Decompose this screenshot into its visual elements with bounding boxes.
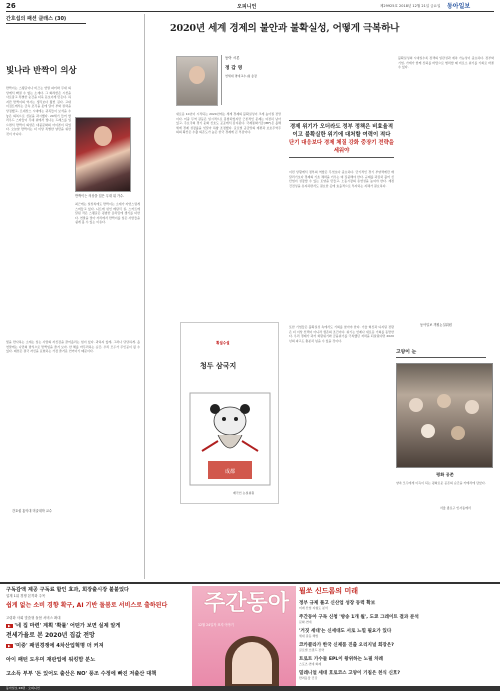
ad-left-column (6, 586, 189, 686)
main-body-col-4: 불확실성의 시대일수록 정책의 일관성과 예측 가능성이 중요하다. 정부와 기업, 가계가 함께 신뢰를 바탕으로 협력할 때 비로소 위기를 기회로 바꿀 수 있다. (398, 56, 494, 70)
byline (221, 55, 287, 105)
author-name: 정 갑 영 (225, 66, 243, 71)
ad-right-column (299, 586, 494, 686)
ad-left-row-1[interactable]: 구독감액 제공 구독료 할인 효과, 회장출시장 불붙었다 (6, 587, 130, 593)
cartoon-title: 청두 삼국지 (200, 361, 237, 370)
cartoon-illustration (188, 391, 272, 487)
ad-left-row-4[interactable]: 전세가율로 본 2020년 집값 전망 (6, 632, 95, 639)
red-tag-2: ▶ (8, 644, 11, 648)
ad-left-row-5[interactable]: ▶ '미중' 패권경쟁에 4차산업혁명 더 커져 (8, 643, 104, 649)
header-rule (6, 11, 494, 12)
pull-quote-2: 단기 대응보다 경제 체질 강화 중장기 전략을 세워야 (289, 140, 394, 154)
svg-text:成都: 成都 (224, 469, 236, 475)
magazine-tag: 12월 24일자 표지 이야기 (198, 623, 234, 627)
ad-right-row-3[interactable]: '거짓 세대'는 신세대도 서로 느낄 필요가 있다 세대 갈등 해법 (299, 629, 392, 638)
magazine-cover-ad[interactable] (192, 586, 296, 686)
pull-quote-1: 경제 위기가 오더라도 정부 정책은 비효율적이고 불확실한 위기에 대처할 여력이 적다 (289, 124, 394, 138)
ad-right-header: 뭘쏘 신드롬의 미래 (299, 587, 358, 595)
ad-left-row-3[interactable]: ▶ '네 집 마련' 계획 '확률' 어떤가 보면 실제 알게 (8, 623, 121, 629)
right-section-title (396, 348, 486, 358)
left-article-title: 빛나라 반짝이 의상 (6, 65, 77, 75)
left-article-body-3: 빛을 반사하는 소재는 입는 사람의 자신감을 끌어올리는 힘이 있다. 과하지 않게, 그러나 당당하게. 올 연말에는 나만의 방식으로 반짝임을 즐겨 보자. 한 해를 마무리하는 순간, 우리 모두가 주인공이 될 수 있다. 패션은 결국 자신을 표현하는 가장 즐거운 언어이기 때문이다. (6, 340, 140, 354)
ad-right-row-4[interactable]: 코카콜라가 한국 신제품 진출 오리지널 회장은? 글로벌 브랜드 전략 (299, 643, 394, 652)
main-article-title: 2020년 세계 경제의 불안과 불확실성, 어떻게 극복하나 (170, 23, 400, 34)
ad-left-row-7[interactable]: 고소득 부부 '돈 있어도 출산은 NO' 풍조 수정에 빠진 저출산 대책 (6, 671, 157, 677)
cartoon-label: 횡설수설 (216, 341, 230, 345)
main-body-col-1: 새로운 10년이 시작되는 2020년에는 세계 경제의 불확실성이 크게 높아질 전망이다. 미중 무역 갈등은 일시적으로 봉합되었지만 근본적인 문제는 여전히 남아 있고, 주요국의 경기 둔화 신호도 곳곳에서 감지된다. 국제통화기금(IMF)은 올해 세계 경제 성장률을 잇달아 하향 조정했다. 글로벌 공급망의 재편과 보호무역주의의 확산은 수출 의존도가 높은 한국 경제에 큰 부담이다. (176, 112, 281, 135)
column-header (6, 15, 66, 22)
page-number: 26 (6, 2, 16, 10)
issue-info: 제29925호 2018년 12월 21일 금요일 (380, 4, 441, 8)
ad-left-row-2[interactable]: 쉽게 없는 소비 경향 확구, AI 기반 돌봄로 서비스로 출하된다 (6, 602, 168, 609)
ad-right-row-1[interactable]: 정부 규제 풀고 신산업 성장 동력 확보 미래 산업 지형도 분석 (299, 601, 376, 610)
byline-label: 동아 시론 (225, 56, 240, 60)
cats-photo (396, 363, 493, 468)
photo-caption: 반짝이는 의상을 입은 무대 위 가수. (75, 194, 125, 198)
singer-photo (75, 117, 131, 192)
ad-left-row-6[interactable]: 아이 패턴 도우미 재판업에 워킹맘 분노 (6, 657, 96, 663)
author-title: 연세대 명예교수·前 총장 (225, 74, 257, 78)
magazine-title: 주간동아 (204, 590, 290, 616)
author-portrait (176, 56, 218, 106)
ad-right-row-6[interactable]: 밀레니얼 세대 흐로코스 고양이 기침은 천식 신호? 반려동물 건강 (299, 671, 401, 680)
footer-text: 동아일보 26면 · 오피니언 (6, 686, 40, 690)
footer-bar (0, 686, 500, 691)
photo-credit: 서울 종로구 인사동에서 (440, 506, 471, 510)
left-author: 간호섭 홍익대 미술대학 교수 (12, 509, 52, 513)
section-name: 오피니언 (237, 4, 257, 10)
photo-caption-right: 양측 모두에게 이득이 되는 평화로운 공존의 순간을 카메라에 담았다. (396, 481, 486, 485)
cartoon-box (180, 322, 279, 504)
ad-right-row-5[interactable]: 트로트 가수들 EPL이 왕위하는 노필 차례 스포츠·연예 화제 (299, 657, 383, 666)
right-section-label: 고양이 눈 (396, 350, 417, 355)
ad-left-row-1-sub: 업계 1위 경쟁 본격화 주목 (6, 594, 46, 598)
ad-left-row-2-sub: 고령화 사회 맞춤형 돌봄 서비스 확대 (6, 616, 61, 620)
pull-quote (289, 118, 394, 160)
newspaper-logo: 동아일보 (447, 3, 471, 10)
divider (144, 14, 145, 579)
cartoon-credit: 배극인 논설위원 (233, 491, 255, 495)
main-body-col-3: 또한 기업들은 불확실성 속에서도 기회를 찾아야 한다. 기술 혁신과 디지털 전환은 더 이상 선택이 아니라 생존의 조건이다. 위기는 언제나 새로운 기회를 동반한다. 우리 경제가 과거 외환위기와 금융위기를 극복했던 저력을 되살린다면 2020년의 파고도 충분히 넘을 수 있을 것이다. (289, 325, 394, 343)
left-article-body-1: 반짝이는 스팽글이나 비즈는 연말 파티와 무대 의상에서 빠질 수 없는 소재다. 그 화려함은 시선을 사로잡고 특별한 순간을 더욱 돋보이게 만든다. 하지만 반짝이의 역사는 생각보다 훨씬 길다. 고대 이집트에서는 금속 조각을 옷에 달아 부와 권력을 상징했고, 르네상스 시대에는 귀족들이 보석을 수놓은 의복으로 신분을 과시했다. 20세기 들어 할리우드 스타들이 무대 위에서 빛나는 드레스를 입으면서 반짝이 의상은 대중문화의 아이콘이 되었다. 오늘날 반짝이는 더 이상 특별한 날만을 위한 것이 아니다. (6, 86, 71, 136)
column-name: 간호섭의 패션 클래스 (30) (6, 16, 67, 22)
photo-title: 평화 공존 (436, 472, 454, 477)
left-article-body-2: 최근에는 일상복에도 반짝이는 소재가 자연스럽게 스며들고 있다. 니트에 섞인 메탈릭 실, 스커트에 달린 작은 스팽글은 평범한 옷차림에 생기를 더한다. 연말을 맞아 거리에서 반짝이를 입은 사람들을 쉽게 볼 수 있는 이유다. (75, 202, 140, 225)
cover-model-face (232, 642, 272, 684)
red-tag-1: ▶ (8, 624, 11, 628)
ad-right-row-2[interactable]: 주간동아 구독 신청 '방송 1개 월', 도쿄 그레이트 결과 분석 문화·연예 (299, 615, 419, 624)
main-footnote: 동아일보 객원논설위원 (420, 323, 452, 327)
main-body-col-2: 이런 상황에서 정부의 역할은 무엇보다 중요하다. 단기적인 경기 부양책에만 매달리기보다 경제의 기초 체력을 키우는 데 집중해야 한다. 규제를 과감히 풀어 신산업이 성장할 수 있는 토양을 만들고, 노동시장의 유연성을 높여야 한다. 재정 건전성을 유지하면서도 필요한 곳에 효율적으로 투자하는 지혜가 필요하다. (289, 170, 394, 188)
